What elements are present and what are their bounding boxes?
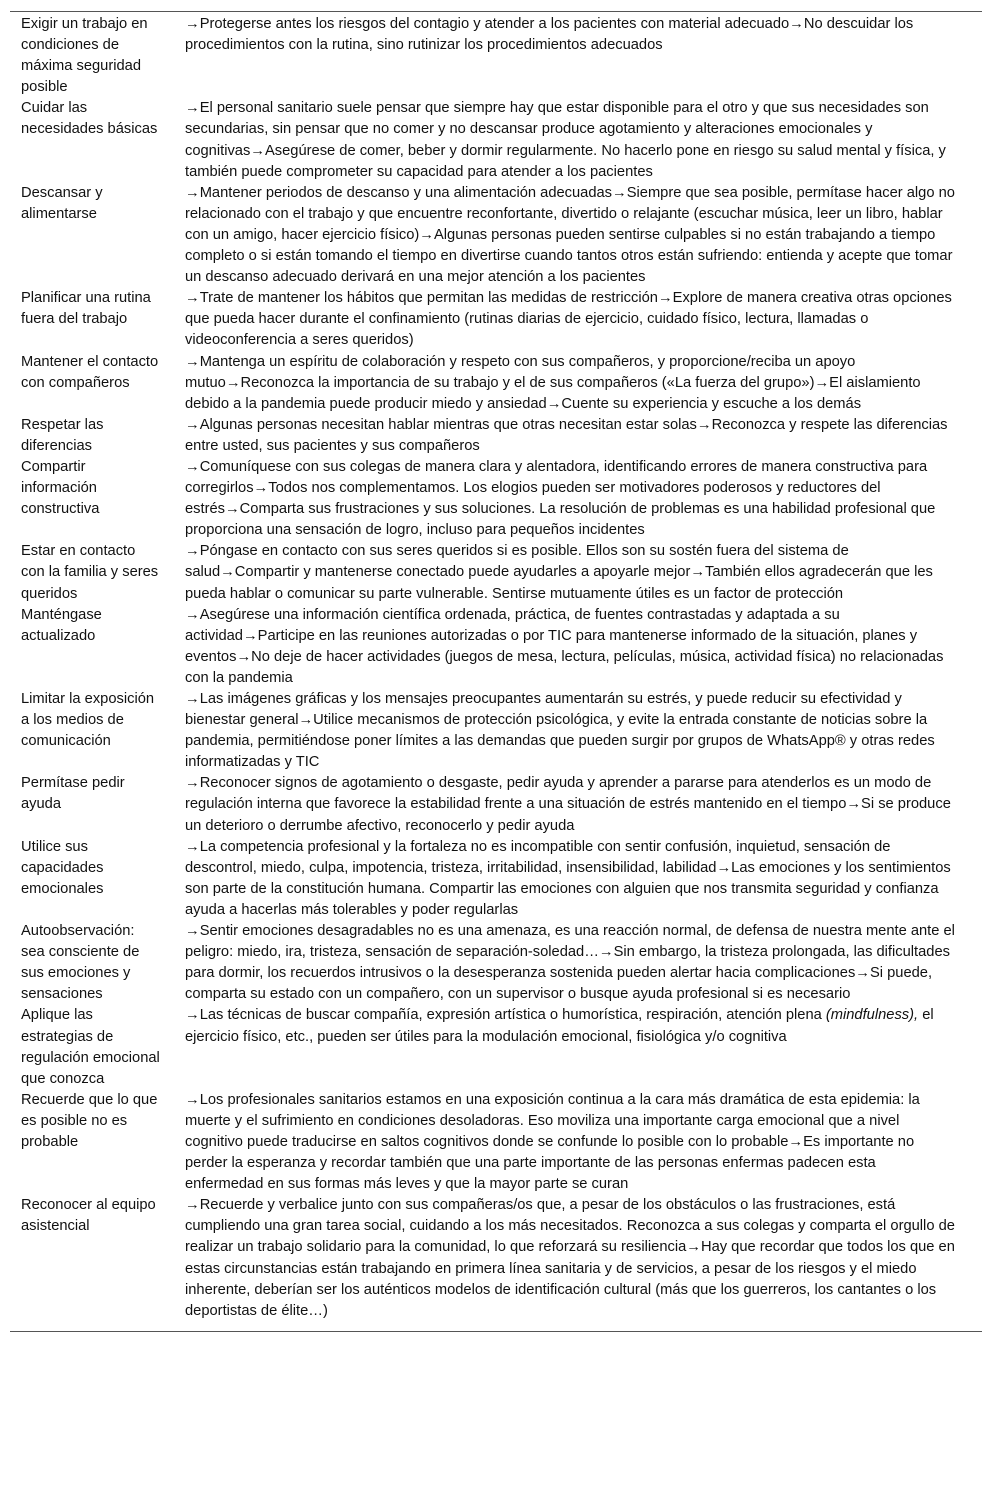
row-description: →Algunas personas necesitan hablar mientras que otras necesitan estar solas→Reconozca y respete las diferencias entre usted, sus pacientes y sus compañeros <box>185 416 948 454</box>
table-row <box>10 352 982 415</box>
row-description: →La competencia profesional y la fortaleza no es incompatible con sentir confusión, inquietud, sensación de descontrol, miedo, culpa, impotencia, tristeza, irritabilidad, insensibilidad, labilidad→Las emociones y los sentimientos son parte de la constitución humana. Compartir las emociones con alguien que nos transmita seguridad y confianza ayuda a hacerlas más tolerables y poder regularlas <box>185 838 951 918</box>
row-label: Limitar la exposición a los medios de comunicación <box>21 691 155 750</box>
row-description: →Póngase en contacto con sus seres queridos si es posible. Ellos son su sostén fuera del sistema de salud→Compartir y mantenerse conectado puede ayudarles a apoyarle mejor→También ellos agradecerán que les pueda hablar o comunicar su parte vulnerable. Sentirse mutuamente útiles es un factor de protección <box>185 543 933 602</box>
row-label: Exigir un trabajo en condiciones de máxima seguridad posible <box>21 16 148 96</box>
row-label: Planificar una rutina fuera del trabajo <box>21 290 151 328</box>
row-description: →Asegúrese una información científica ordenada, práctica, de fuentes contrastadas y adaptada a su actividad→Participe en las reuniones autorizadas o por TIC para mantenerse informado de la situación, planes y eventos→No deje de hacer actividades (juegos de mesa, lectura, películas, música, actividad física) no relacionadas con la pandemia <box>185 606 944 686</box>
row-label: Permítase pedir ayuda <box>21 775 125 813</box>
row-description: →Recuerde y verbalice junto con sus compañeras/os que, a pesar de los obstáculos o las frustraciones, está cumpliendo una gran tarea social, cuidando a los más necesitados. Reconozca a sus colegas y comparta el orgullo de realizar un trabajo solidario para la comunidad, lo que reforzará su resiliencia→Hay que recordar que todos los que en estas circunstancias están trabajando en primera línea sanitaria y de servicios, a pesar de los riesgos y el miedo inherente, deberían ser los auténticos modelos de identificación cultural (más que los guerreros, los cantantes o los deportistas de élite…) <box>185 1197 955 1319</box>
row-label: Cuidar las necesidades básicas <box>21 100 158 138</box>
table-row <box>10 689 982 773</box>
row-description <box>174 1005 982 1089</box>
row-label: Autoobservación: sea consciente de sus emociones y sensaciones <box>21 923 140 1003</box>
description-text-end: el ejercicio físico, etc., pueden ser útiles para la modulación emocional, fisiológica y/o cognitiva <box>185 1007 934 1045</box>
table-body <box>10 12 982 1332</box>
row-description: →Reconocer signos de agotamiento o desgaste, pedir ayuda y aprender a pararse para atenderlos es un modo de regulación interna que favorece la estabilidad frente a una situación de estrés mantenido en el tiempo→Si se produce un deterioro o derrumbe afectivo, reconocerlo y pedir ayuda <box>185 775 951 834</box>
row-label: Descansar y alimentarse <box>21 184 103 222</box>
row-description: →Sentir emociones desagradables no es una amenaza, es una reacción normal, de defensa de nuestra mente ante el peligro: miedo, ira, tristeza, sensación de separación-soledad…→Sin embargo, la tristeza prolongada, las dificultades para dormir, los recuerdos intrusivos o la desesperanza sostenida pueden alertar hacia complicaciones→Si puede, comparta su estado con un compañero, con un supervisor o busque ayuda profesional si es necesario <box>185 923 955 1003</box>
table-row <box>10 773 982 836</box>
table-row <box>10 457 982 541</box>
row-label: Aplique las estrategias de regulación emocional que conozca <box>21 1007 160 1087</box>
row-label: Mantener el contacto con compañeros <box>21 353 159 391</box>
row-description: →Protegerse antes los riesgos del contagio y atender a los pacientes con material adecuado→No descuidar los procedimientos con la rutina, sino rutinizar los procedimientos adecuados <box>185 16 914 54</box>
row-label: Compartir información constructiva <box>21 458 100 518</box>
table-row <box>10 541 982 604</box>
row-label: Utilice sus capacidades emocionales <box>21 838 104 897</box>
description-italic-term: (mindfulness), <box>825 1007 919 1024</box>
table-row <box>10 12 982 99</box>
row-description: →Los profesionales sanitarios estamos en una exposición continua a la cara más dramática de esta epidemia: la muerte y el sufrimiento en condiciones desoladoras. Eso moviliza una importante carga emocional que a nivel cognitivo puede traducirse en saltos cognitivos donde se confunde lo posible con lo probable→Es importante no perder la esperanza y recordar también que una parte importante de las personas enfermas padecen esta enfermedad en sus formas más leves y que la mayor parte se curan <box>185 1091 920 1193</box>
table-row <box>10 1005 982 1089</box>
recommendations-table-container <box>10 11 982 1332</box>
table-row <box>10 183 982 288</box>
row-description: →Mantener periodos de descanso y una alimentación adecuadas→Siempre que sea posible, permítase hacer algo no relacionado con el trabajo y que encuentre reconfortante, divertido o relajante (escuchar música, leer un libro, hablar con un amigo, hacer ejercicio físico)→Algunas personas pueden sentirse culpables si no están trabajando a tiempo completo o si están tomando el tiempo en divertirse cuando tantos otros están sufriendo: entienda y acepte que tomar un descanso adecuado derivará en una mejor atención a los pacientes <box>185 184 955 286</box>
table-row <box>10 1090 982 1195</box>
table-row <box>10 605 982 689</box>
recommendations-table <box>10 11 982 1332</box>
description-text-start: →Las técnicas de buscar compañía, expresión artística o humorística, respiración, atención plena <box>185 1007 826 1024</box>
table-row <box>10 837 982 921</box>
row-label: Manténgase actualizado <box>21 606 102 644</box>
row-label: Estar en contacto con la familia y seres queridos <box>21 543 159 602</box>
row-label: Respetar las diferencias <box>21 416 104 454</box>
row-label: Reconocer al equipo asistencial <box>21 1197 156 1235</box>
row-description: →Comuníquese con sus colegas de manera clara y alentadora, identificando errores de manera constructiva para corregirlos→Todos nos complementamos. Los elogios pueden ser motivadores poderosos y reductores del estrés→Comparta sus frustraciones y sus soluciones. La resolución de problemas es una habilidad profesional que proporciona una sensación de logro, incluso para pequeños incidentes <box>185 458 936 539</box>
table-row <box>10 98 982 182</box>
table-row <box>10 288 982 351</box>
table-row <box>10 415 982 457</box>
row-description: →El personal sanitario suele pensar que siempre hay que estar disponible para el otro y que sus necesidades son secundarias, sin pensar que no comer y no descansar produce agotamiento y alteraciones emocionales y cognitivas→Asegúrese de comer, beber y dormir regularmente. No hacerlo pone en riesgo su salud mental y física, y también puede comprometer su capacidad para atender a los pacientes <box>185 100 946 180</box>
row-description: →Mantenga un espíritu de colaboración y respeto con sus compañeros, y proporcione/reciba un apoyo mutuo→Reconozca la importancia de su trabajo y el de sus compañeros («La fuerza del grupo»)→El aislamiento debido a la pandemia puede producir miedo y ansiedad→Cuente su experiencia y escuche a los demás <box>185 353 921 412</box>
row-description: →Las imágenes gráficas y los mensajes preocupantes aumentarán su estrés, y puede reducir su efectividad y bienestar general→Utilice mecanismos de protección psicológica, y evite la entrada constante de noticias sobre la pandemia, permitiéndose poner límites a las demandas que pueden surgir por grupos de WhatsApp® y otras redes informatizadas y TIC <box>185 691 935 771</box>
row-description: →Trate de mantener los hábitos que permitan las medidas de restricción→Explore de manera creativa otras opciones que pueda hacer durante el confinamiento (rutinas diarias de ejercicio, cuidado físico, lectura, llamadas o videoconferencia a seres queridos) <box>185 290 952 349</box>
table-row <box>10 1195 982 1331</box>
table-row <box>10 921 982 1005</box>
row-label: Recuerde que lo que es posible no es probable <box>21 1091 158 1150</box>
